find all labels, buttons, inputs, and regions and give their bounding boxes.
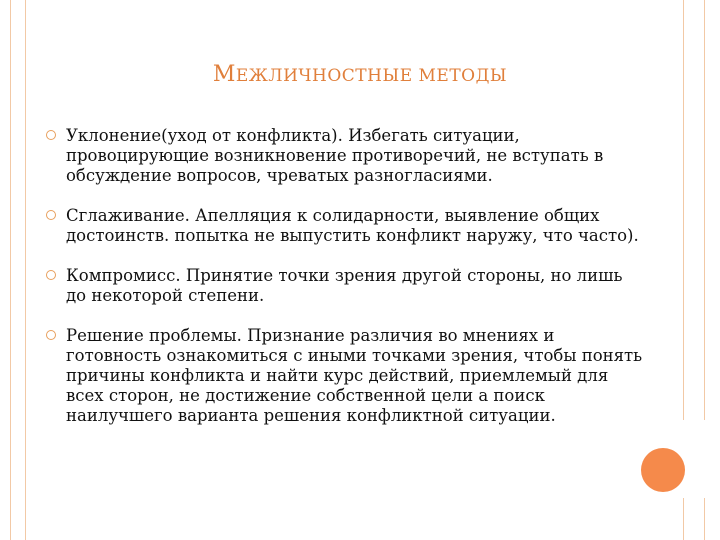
ring-bullet-icon xyxy=(46,130,56,140)
ring-bullet-icon xyxy=(46,330,56,340)
title-initial: М xyxy=(212,62,236,87)
bullet-text: Уклонение(уход от конфликта). Избегать ситуации, провоцирующие возникновение противоречий, не вступать в обсуждение вопросов, чреватых разногласиями. xyxy=(66,126,604,185)
ring-bullet-icon xyxy=(46,270,56,280)
list-item xyxy=(46,326,646,426)
title-rest: ЕЖЛИЧНОСТНЫЕ МЕТОДЫ xyxy=(235,66,508,86)
bullet-list xyxy=(46,126,646,426)
bullet-text: Решение проблемы. Признание различия во мнениях и готовность ознакомиться с иными точками зрения, чтобы понять причины конфликта и найти курс действий, приемлемый для всех сторон, не достижение собственной цели а поиск наилучшего варианта решения конфликтной ситуации. xyxy=(66,326,643,425)
slide-title xyxy=(0,62,720,87)
ring-bullet-icon xyxy=(46,210,56,220)
bullet-text: Компромисс. Принятие точки зрения другой стороны, но лишь до некоторой степени. xyxy=(66,266,623,305)
bullet-text: Сглаживание. Апелляция к солидарности, выявление общих достоинств. попытка не выпустить конфликт наружу, что часто). xyxy=(66,206,639,245)
list-item xyxy=(46,126,646,186)
orange-circle-icon xyxy=(641,448,685,492)
right-frame-border-lower xyxy=(683,498,705,540)
list-item xyxy=(46,206,646,246)
list-item xyxy=(46,266,646,306)
